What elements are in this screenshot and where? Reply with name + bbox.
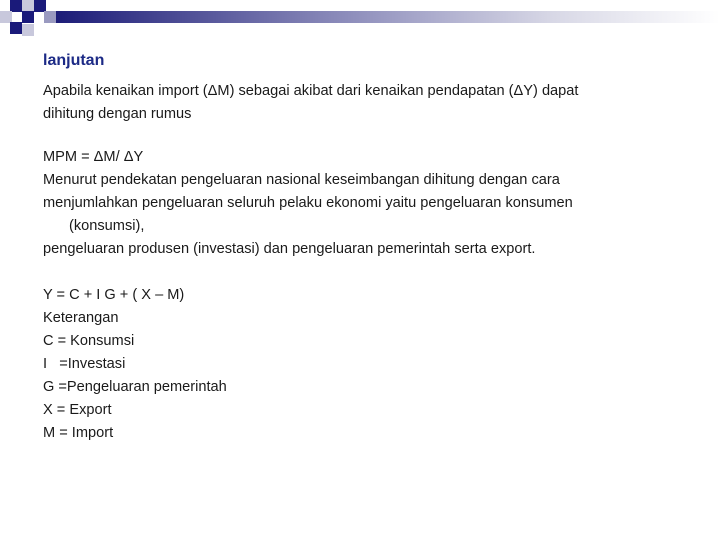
slide-body (43, 80, 683, 445)
spacer (43, 261, 683, 284)
deco-square (44, 11, 56, 23)
slide-title: lanjutan (43, 52, 105, 69)
legend-heading: Keterangan (43, 310, 119, 326)
body-line: Apabila kenaikan import (ΔM) sebagai akibat dari kenaikan pendapatan (ΔY) dapat (43, 83, 579, 99)
formula-mpm: MPM = ΔM/ ΔY (43, 149, 144, 165)
legend-item: G =Pengeluaran pemerintah (43, 379, 227, 395)
body-line: Menurut pendekatan pengeluaran nasional keseimbangan dihitung dengan cara (43, 172, 560, 188)
header-decoration (0, 0, 720, 50)
deco-square (22, 11, 34, 23)
deco-square (10, 22, 22, 34)
legend-item: I =Investasi (43, 356, 126, 372)
legend-item: C = Konsumsi (43, 333, 135, 349)
legend-item: X = Export (43, 402, 112, 418)
body-line: pengeluaran produsen (investasi) dan pengeluaran pemerintah serta export. (43, 241, 536, 257)
legend-item: M = Import (43, 425, 114, 441)
header-gradient-bar (56, 11, 720, 23)
body-line: menjumlahkan pengeluaran seluruh pelaku ekonomi yaitu pengeluaran konsumen (43, 195, 573, 211)
deco-square (22, 24, 34, 36)
body-line: dihitung dengan rumus (43, 106, 192, 122)
formula-y: Y = C + I G + ( X – M) (43, 287, 185, 303)
body-line: (konsumsi), (69, 218, 145, 234)
